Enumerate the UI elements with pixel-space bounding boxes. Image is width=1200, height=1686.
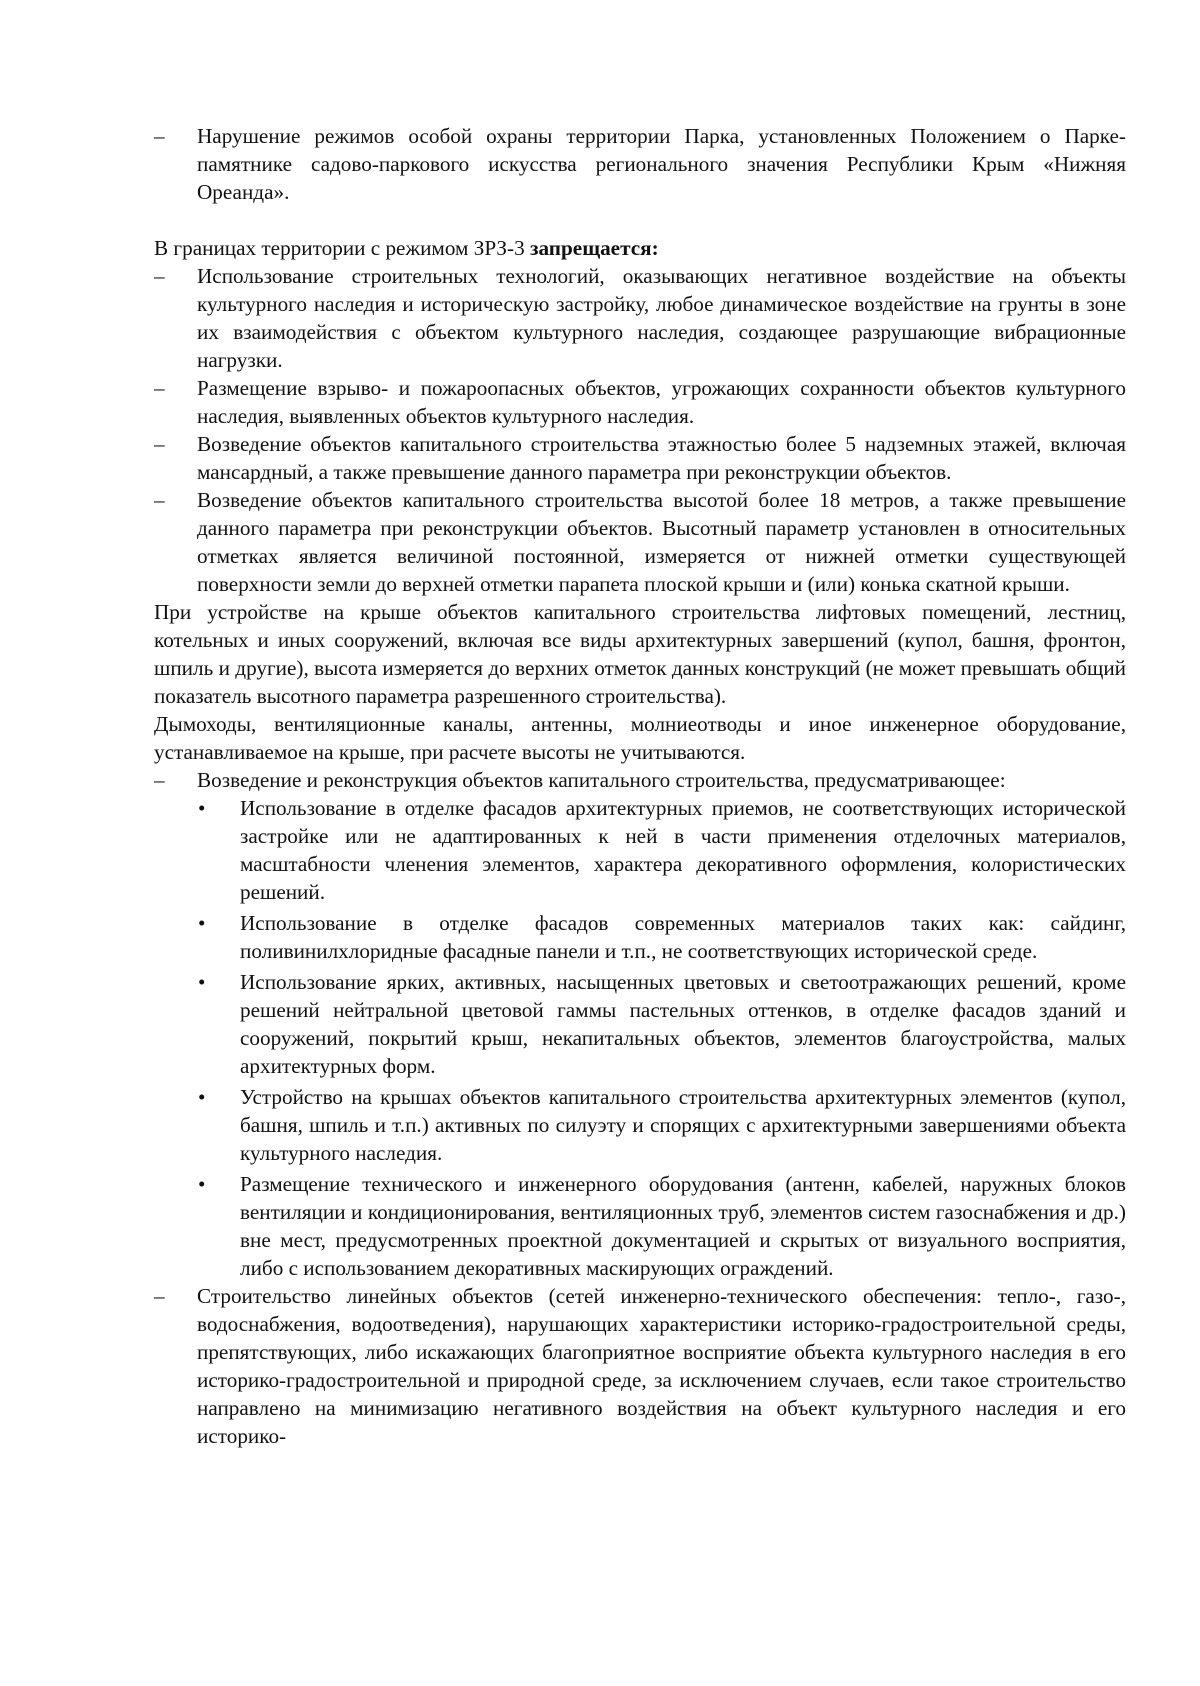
prohibition-text: Размещение взрыво- и пожароопасных объектов, угрожающих сохранности объектов культурного наследия, выявленных объектов культурного наследия. xyxy=(197,376,1126,428)
bullet-item xyxy=(154,909,1126,965)
list-item xyxy=(154,766,1126,794)
prohibition-text: Использование строительных технологий, оказывающих негативное воздействие на объекты культурного наследия и историческую застройку, любое динамическое воздействие на грунты в зоне их взаимодействия с объектом культурного наследия, создающее разрушающие вибрационные нагрузки. xyxy=(197,264,1126,372)
list-item xyxy=(154,486,1126,598)
prohibition-text: Возведение объектов капитального строительства этажностью более 5 надземных этажей, включая мансардный, а также превышение данного параметра при реконструкции объектов. xyxy=(197,432,1126,484)
sub-item-text: Устройство на крышах объектов капитального строительства архитектурных элементов (купол, башня, шпиль и т.п.) активных по силуэту и спорящих с архитектурными завершениями объекта культурного наследия. xyxy=(240,1085,1126,1165)
sub-item-text: Использование в отделке фасадов архитектурных приемов, не соответствующих исторической застройке или не адаптированных к ней в части применения отделочных материалов, масштабности членения элементов, характера декоративного оформления, колористических решений. xyxy=(240,796,1126,904)
bullet-marker: • xyxy=(198,911,206,935)
bullet-marker: • xyxy=(198,796,206,820)
dash-marker: – xyxy=(154,488,165,512)
bullet-marker: • xyxy=(198,1085,206,1109)
document-body xyxy=(154,122,1126,1450)
bullet-item xyxy=(154,968,1126,1080)
dash-marker: – xyxy=(154,124,165,148)
sub-item-text: Использование ярких, активных, насыщенных цветовых и светоотражающих решений, кроме решений нейтральной цветовой гаммы пастельных оттенков, в отделке фасадов зданий и сооружений, покрытий крыш, некапитальных объектов, элементов благоустройства, малых архитектурных форм. xyxy=(240,970,1126,1078)
zone-heading-bold: запрещается: xyxy=(529,236,659,260)
bullet-marker: • xyxy=(198,970,206,994)
list-item xyxy=(154,122,1126,206)
sub-item-text: Размещение технического и инженерного оборудования (антенн, кабелей, наружных блоков вентиляции и кондиционирования, вентиляционных труб, элементов систем газоснабжения и др.) вне мест, предусмотренных проектной документацией и скрытых от визуального восприятия, либо с использованием декоративных маскирующих ограждений. xyxy=(240,1172,1126,1280)
bullet-item xyxy=(154,1083,1126,1167)
bullet-item xyxy=(154,1170,1126,1282)
chimney-paragraph: Дымоходы, вентиляционные каналы, антенны, молниеотводы и иное инженерное оборудование, устанавливаемое на крыше, при расчете высоты не учитываются. xyxy=(154,712,1126,764)
sub-item-text: Использование в отделке фасадов современных материалов таких как: сайдинг, поливинилхлоридные фасадные панели и т.п., не соответствующих исторической среде. xyxy=(240,911,1126,963)
reconstruction-item-text: Возведение и реконструкция объектов капитального строительства, предусматривающее: xyxy=(197,768,1006,792)
list-item xyxy=(154,374,1126,430)
list-item xyxy=(154,430,1126,486)
list-item xyxy=(154,1282,1126,1450)
dash-marker: – xyxy=(154,768,165,792)
dash-marker: – xyxy=(154,1284,165,1308)
linear-item-text: Строительство линейных объектов (сетей инженерно-технического обеспечения: тепло-, газо-, водоснабжения, водоотведения), нарушающих характеристики историко-градостроительной среды, препятствующих, либо искажающих благоприятное восприятие объекта культурного наследия в его историко-градостроительной и природной среде, за исключением случаев, если такое строительство направлено на минимизацию негативного воздействия на объект культурного наследия и его историко- xyxy=(197,1284,1126,1448)
dash-marker: – xyxy=(154,432,165,456)
dash-marker: – xyxy=(154,376,165,400)
bullet-item xyxy=(154,794,1126,906)
bullet-marker: • xyxy=(198,1172,206,1196)
zone-heading-prefix: В границах территории с режимом ЗРЗ-3 xyxy=(154,236,530,260)
roof-paragraph: При устройстве на крыше объектов капитального строительства лифтовых помещений, лестниц, котельных и иных сооружений, включая все виды архитектурных завершений (купол, башня, фронтон, шпиль и другие), высота измеряется до верхних отметок данных конструкций (не может превышать общий показатель высотного параметра разрешенного строительства). xyxy=(154,600,1126,708)
prohibition-text: Возведение объектов капитального строительства высотой более 18 метров, а также превышение данного параметра при реконструкции объектов. Высотный параметр установлен в относительных отметках является величиной постоянной, измеряется от нижней отметки существующей поверхности земли до верхней отметки парапета плоской крыши и (или) конька скатной крыши. xyxy=(197,488,1126,596)
dash-marker: – xyxy=(154,264,165,288)
zone-heading xyxy=(154,234,1126,262)
list-item xyxy=(154,262,1126,374)
intro-item-text: Нарушение режимов особой охраны территории Парка, установленных Положением о Парке-памятнике садово-паркового искусства регионального значения Республики Крым «Нижняя Ореанда». xyxy=(197,124,1126,204)
